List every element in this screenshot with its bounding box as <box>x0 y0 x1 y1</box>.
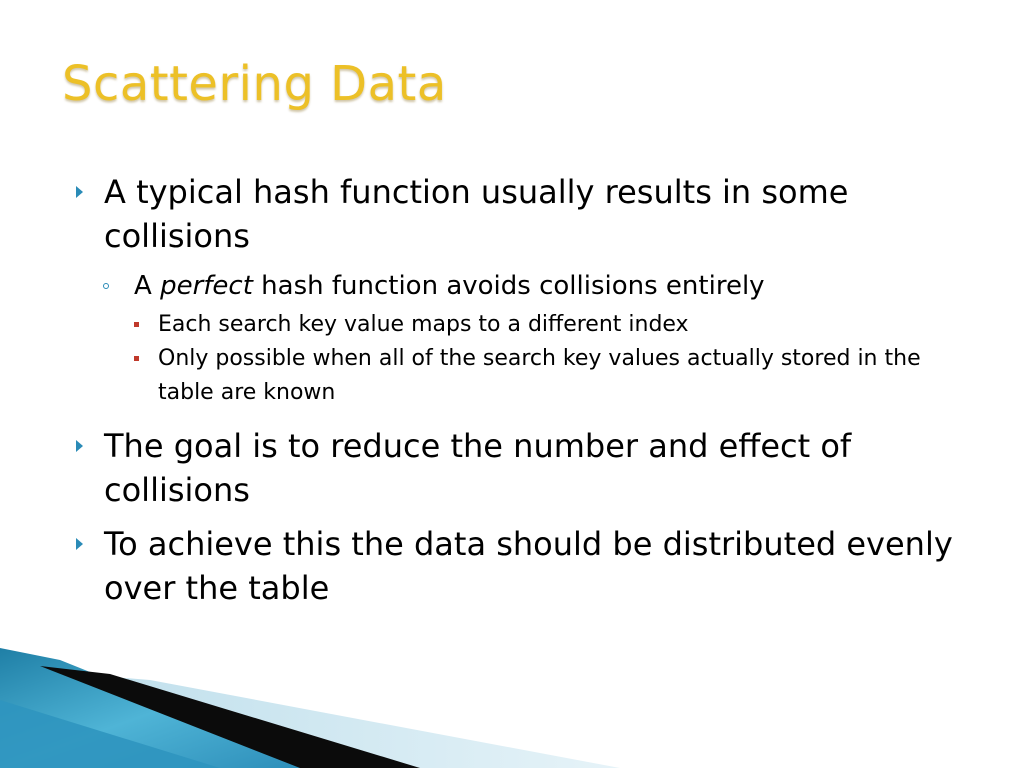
triangle-right-icon <box>76 440 83 452</box>
decor-pale-band <box>0 668 620 768</box>
square-bullet-icon <box>134 322 139 327</box>
decor-teal-wave <box>0 648 330 768</box>
bullet-3 <box>76 522 964 610</box>
sub-bullet-suffix: hash function avoids collisions entirely <box>261 271 765 301</box>
ring-bullet-icon <box>103 283 109 289</box>
sub-bullet-perfect-hash <box>76 268 976 304</box>
square-bullet-icon <box>134 356 139 361</box>
sub-sub-bullet-1 <box>76 308 966 342</box>
sub-sub-bullet-2 <box>76 342 966 410</box>
sub-bullet-prefix: A <box>134 271 152 301</box>
bullet-3-text: To achieve this the data should be distributed evenly over the table <box>104 525 953 607</box>
slide-title: Scattering Data <box>62 56 447 112</box>
bullet-1-text: A typical hash function usually results in some collisions <box>104 173 849 255</box>
bullet-list <box>76 170 976 620</box>
sub-sub-bullet-1-text: Each search key value maps to a different index <box>158 312 689 337</box>
bullet-2-text: The goal is to reduce the number and effect of collisions <box>104 427 852 509</box>
bullet-1 <box>76 170 964 258</box>
decor-teal-front <box>0 700 220 768</box>
decor-black-stripe <box>40 666 420 768</box>
sub-bullet-emphasis: perfect <box>160 271 253 301</box>
sub-sub-bullet-2-text: Only possible when all of the search key values actually stored in the table are known <box>158 346 921 405</box>
triangle-right-icon <box>76 538 83 550</box>
triangle-right-icon <box>76 186 83 198</box>
bullet-2 <box>76 424 964 512</box>
